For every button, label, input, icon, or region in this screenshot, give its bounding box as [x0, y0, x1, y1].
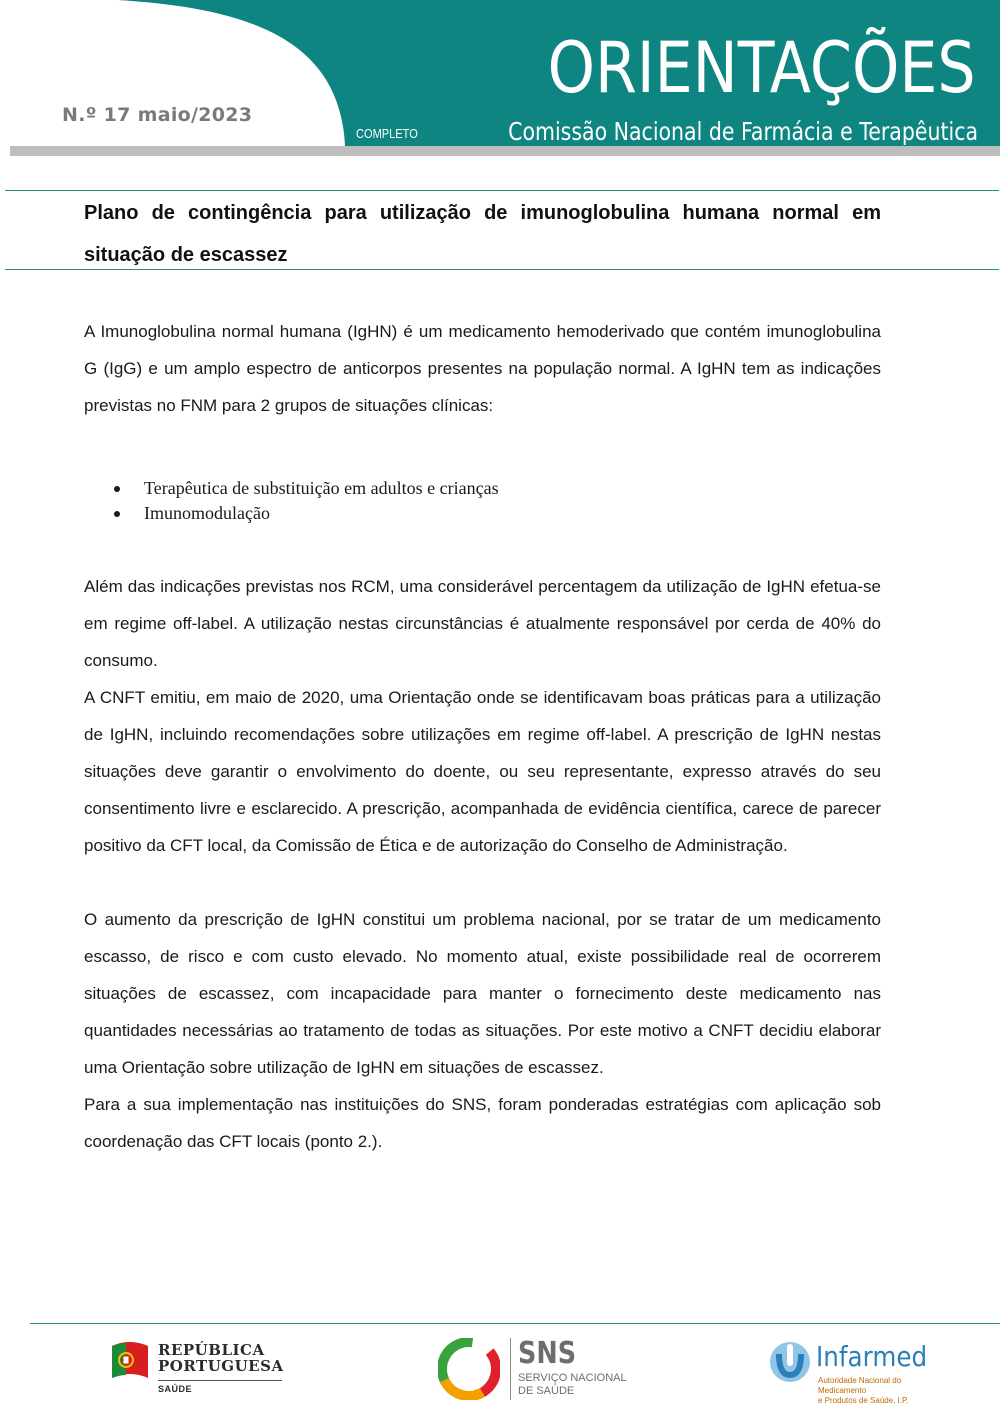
off-label-paragraph: Além das indicações previstas nos RCM, uma considerável percentagem da utilização de IgHN efetua-se em regime off-label. A utilização nestas circunstâncias é atualmente responsável por cerda de 40% do consumo. [84, 577, 881, 670]
infarmed-subtitle [818, 1376, 948, 1406]
sns-line1: SERVIÇO NACIONAL [518, 1372, 627, 1384]
infarmed-line1: Autoridade Nacional do Medicamento [818, 1376, 902, 1395]
title-bottom-rule [5, 269, 999, 270]
status-label: COMPLETO [356, 126, 418, 141]
implementation-paragraph: Para a sua implementação nas instituições do SNS, foram ponderadas estratégias com aplicação sob coordenação das CFT locais (ponto 2.). [84, 1095, 881, 1151]
sns-acronym: SNS [518, 1336, 577, 1371]
sns-emblem-icon [438, 1338, 500, 1400]
republica-line2: PORTUGUESA [158, 1357, 284, 1375]
list-item: Terapêutica de substituição em adultos e crianças [114, 476, 881, 501]
sns-divider [510, 1338, 511, 1400]
issue-number: N.º 17 maio/2023 [62, 104, 253, 126]
list-item: Imunomodulação [114, 501, 881, 526]
indications-list [114, 476, 881, 526]
document-footer [0, 1320, 1000, 1414]
infarmed-line2: e Produtos de Saúde, I.P. [818, 1396, 909, 1405]
sns-logo [438, 1336, 628, 1402]
title-top-rule [5, 190, 999, 191]
document-body [84, 313, 881, 1160]
commission-name: Comissão Nacional de Farmácia e Terapêutica [508, 117, 978, 146]
intro-paragraph: A Imunoglobulina normal humana (IgHN) é um medicamento hemoderivado que contém imunoglobulina G (IgG) e um amplo espectro de anticorpos presentes na população normal. A IgHN tem as indicações previstas no FNM para 2 grupos de situações clínicas: [84, 322, 881, 415]
sns-fullname [518, 1372, 628, 1398]
infarmed-logo [768, 1338, 948, 1405]
cnft-paragraph: A CNFT emitiu, em maio de 2020, uma Orientação onde se identificavam boas práticas para a utilização de IgHN, incluindo recomendações sobre utilizações em regime off-label. A prescrição de IgHN nestas situações deve garantir o envolvimento do doente, ou seu representante, expresso através do seu consentimento livre e esclarecido. A prescrição, acompanhada de evidência científica, carece de parecer positivo da CFT local, da Comissão de Ética e de autorização do Conselho de Administração. [84, 688, 881, 855]
document-header [0, 0, 1000, 160]
scarcity-paragraph: O aumento da prescrição de IgHN constitui um problema nacional, por se tratar de um medicamento escasso, de risco e com custo elevado. No momento atual, existe possibilidade real de ocorrerem situações de escassez, com incapacidade para manter o fornecimento deste medicamento nas quantidades necessárias ao tratamento de todas as situações. Por este motivo a CNFT decidiu elaborar uma Orientação sobre utilização de IgHN em situações de escassez. [84, 910, 881, 1077]
republica-line1: REPÚBLICA [158, 1341, 265, 1359]
republica-subtitle: SAÚDE [158, 1384, 193, 1394]
infarmed-emblem-icon [768, 1340, 812, 1384]
sns-line2: DE SAÚDE [518, 1385, 575, 1397]
infarmed-name: Infarmed [816, 1340, 928, 1373]
republica-divider [158, 1380, 282, 1381]
portuguese-flag-icon [110, 1340, 150, 1384]
document-type-heading: ORIENTAÇÕES [548, 27, 976, 109]
document-title: Plano de contingência para utilização de imunoglobulina humana normal em situação de escassez [84, 202, 881, 266]
republica-portuguesa-logo [110, 1338, 290, 1398]
